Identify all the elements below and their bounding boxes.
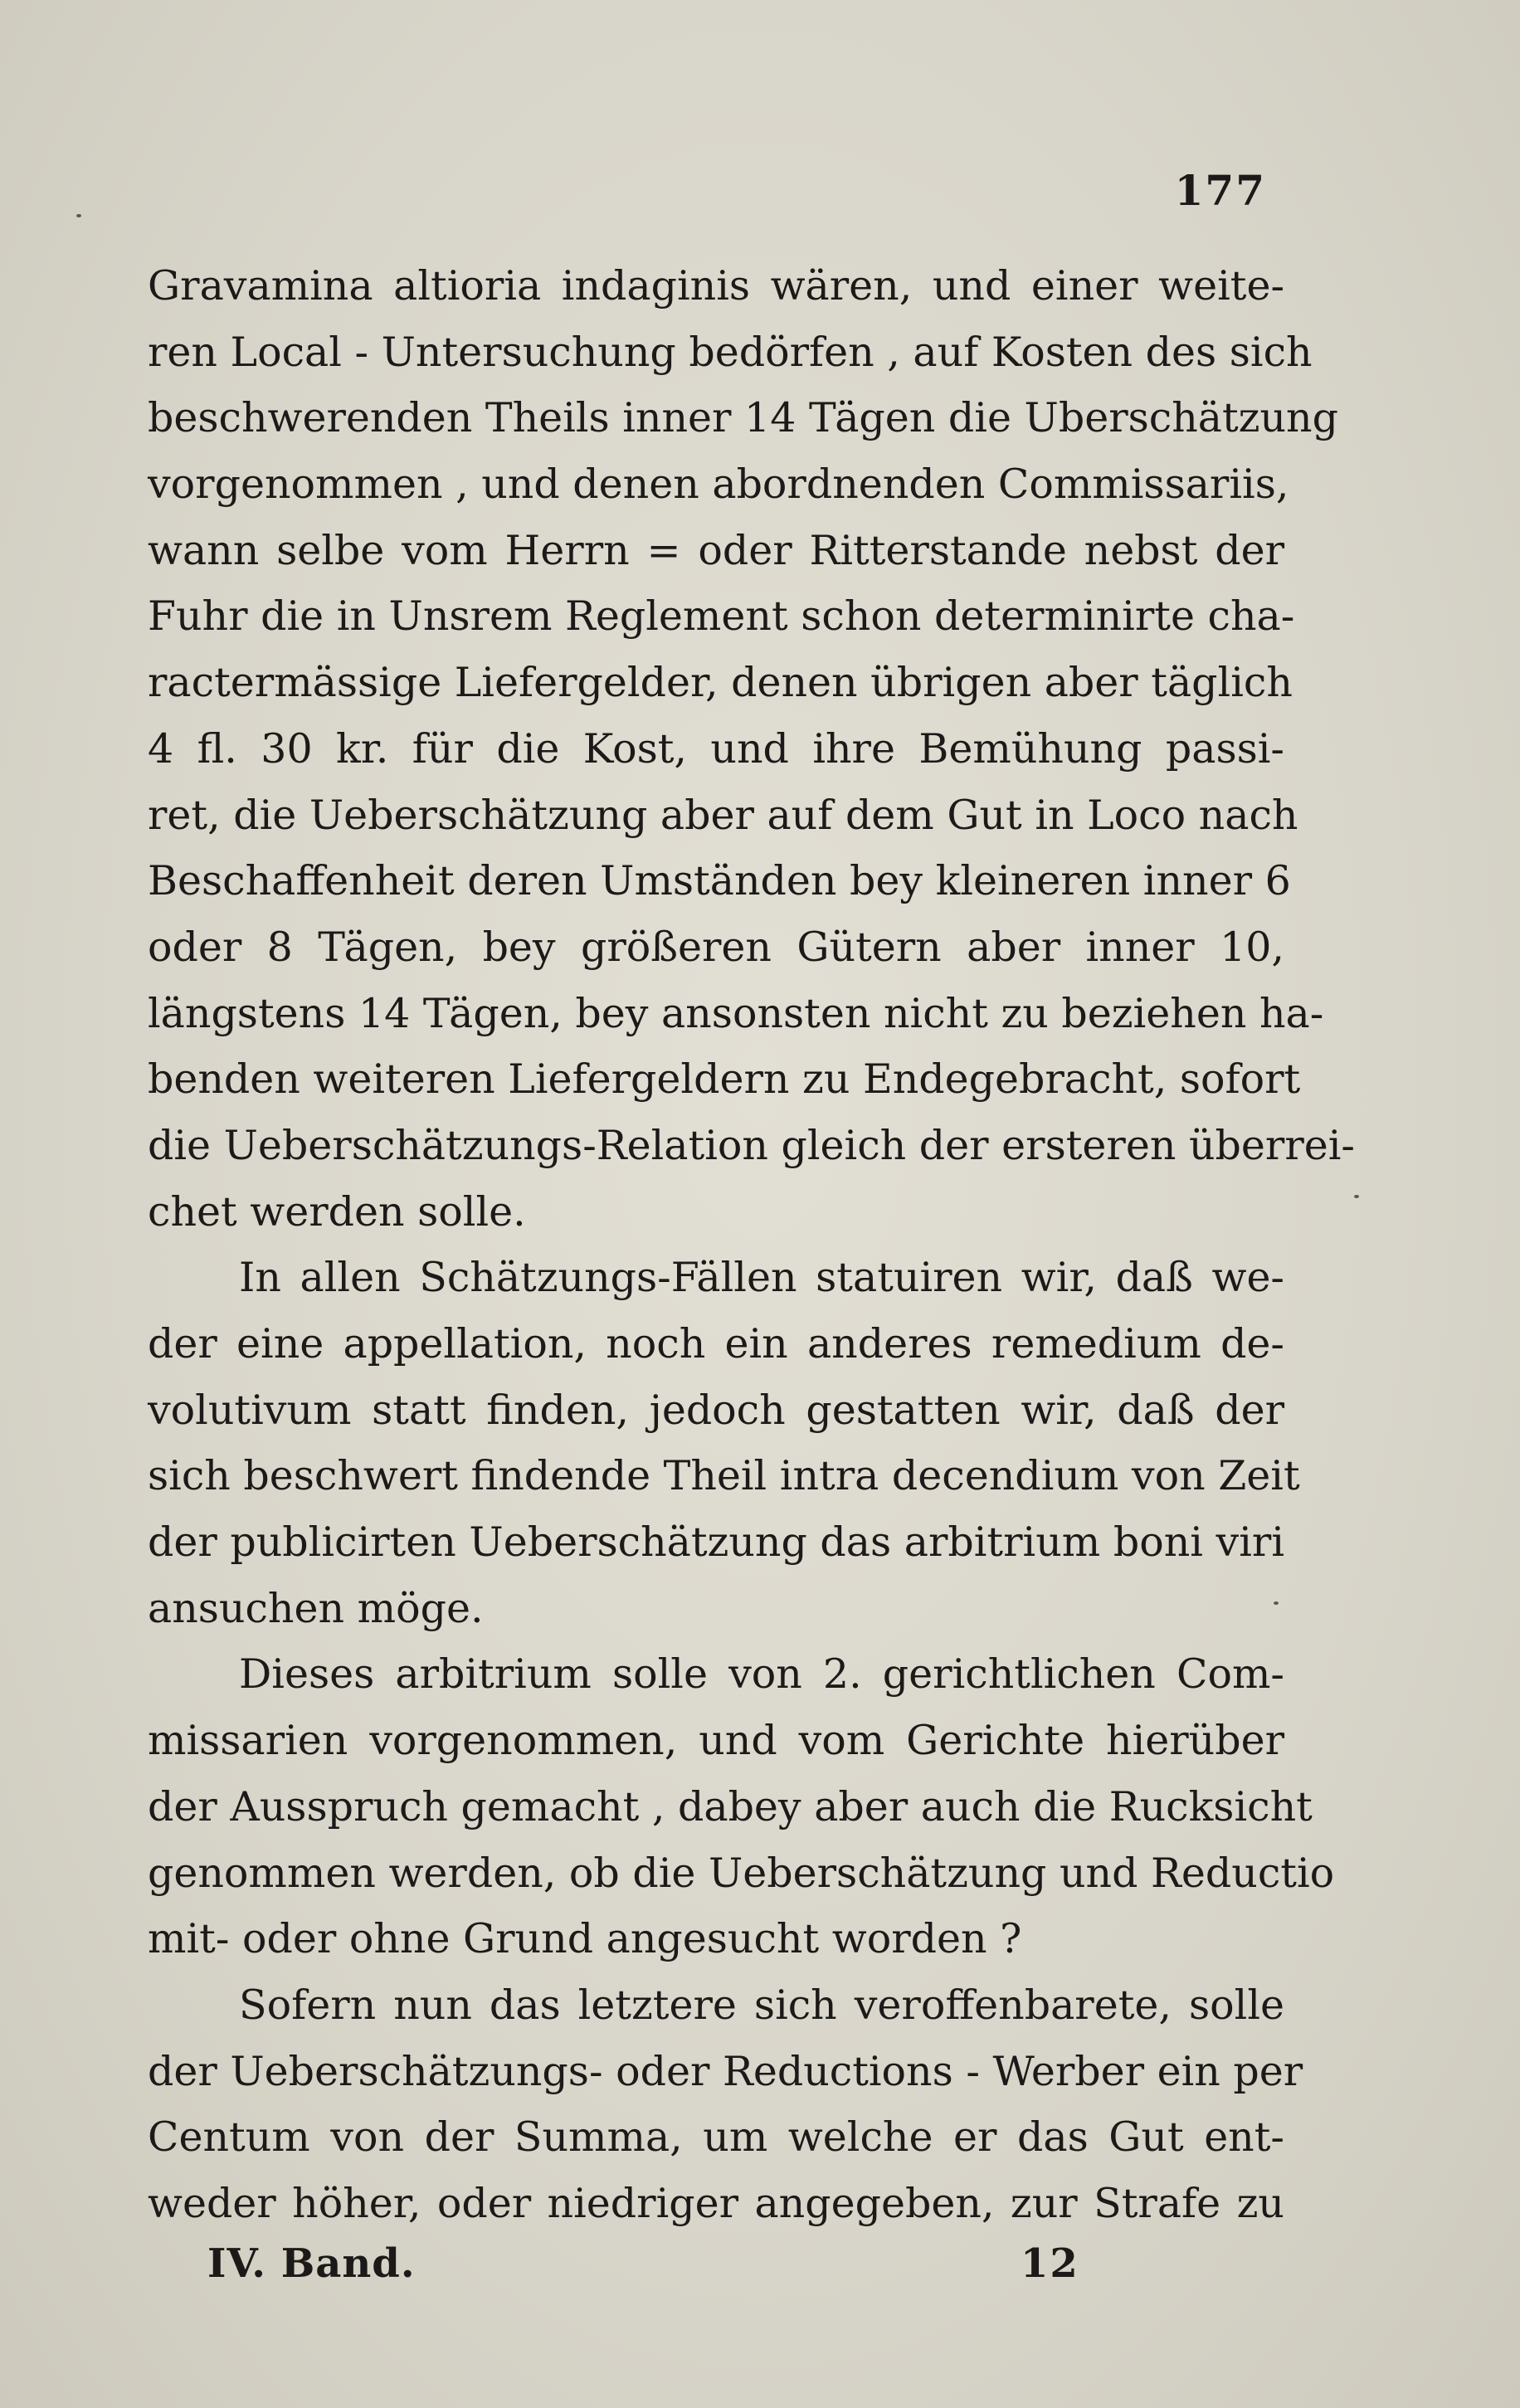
text-line: genommen werden, ob die Ueberschätzung und Reductio xyxy=(148,1849,1335,1897)
text-line: wann selbe vom Herrn = oder Ritterstande nebst der xyxy=(148,526,1284,574)
text-line: weder höher, oder niedriger angegeben, zur Strafe zu xyxy=(148,2179,1284,2227)
text-line: der Ausspruch gemacht , dabey aber auch die Rucksicht xyxy=(148,1782,1313,1830)
body-text xyxy=(148,253,1355,2237)
paper-speck xyxy=(1274,1601,1279,1605)
text-line: ractermässige Liefergelder, denen übrigen aber täglich xyxy=(148,659,1293,707)
text-line: oder 8 Tägen, bey größeren Gütern aber inner 10, xyxy=(148,923,1284,971)
text-line: vorgenommen , und denen abordnenden Commissariis, xyxy=(148,461,1289,509)
text-line: Centum von der Summa, um welche er das Gut ent- xyxy=(148,2113,1284,2162)
text-line: chet werden solle. xyxy=(148,1187,526,1236)
text-line: Gravamina altioria indaginis wären, und einer weite- xyxy=(148,262,1284,310)
text-line: der Ueberschätzungs- oder Reductions - Werber ein per xyxy=(148,2047,1303,2095)
text-line: ren Local - Untersuchung bedörfen , auf Kosten des sich xyxy=(148,328,1313,376)
text-line: In allen Schätzungs-Fällen statuiren wir, daß we- xyxy=(239,1254,1284,1302)
text-line: 4 fl. 30 kr. für die Kost, und ihre Bemühung passi- xyxy=(148,724,1284,773)
text-line: beschwerenden Theils inner 14 Tägen die Uberschätzung xyxy=(148,394,1338,442)
text-line: Beschaffenheit deren Umständen bey kleineren inner 6 xyxy=(148,857,1291,905)
text-line: ret, die Ueberschätzung aber auf dem Gut in Loco nach xyxy=(148,791,1298,839)
signature-mark: 12 xyxy=(1021,2240,1079,2287)
text-line: Sofern nun das letztere sich veroffenbarete, solle xyxy=(239,1981,1284,2029)
text-line: Dieses arbitrium solle von 2. gerichtlichen Com- xyxy=(239,1650,1284,1699)
text-line: mit- oder ohne Grund angesucht worden ? xyxy=(148,1915,1022,1963)
text-line: missarien vorgenommen, und vom Gerichte hierüber xyxy=(148,1717,1284,1765)
text-line: Fuhr die in Unsrem Reglement schon determinirte cha- xyxy=(148,592,1295,641)
text-line: der publicirten Ueberschätzung das arbitrium boni viri xyxy=(148,1518,1284,1567)
volume-label: IV. Band. xyxy=(207,2240,416,2287)
text-line: benden weiteren Liefergeldern zu Endegebracht, sofort xyxy=(148,1055,1301,1104)
paper-speck xyxy=(1354,1195,1359,1198)
text-line: volutivum statt finden, jedoch gestatten wir, daß der xyxy=(148,1386,1284,1434)
page-number: 177 xyxy=(1174,166,1266,215)
text-line: die Ueberschätzungs-Relation gleich der ersteren überrei- xyxy=(148,1121,1355,1169)
text-line: sich beschwert findende Theil intra decendium von Zeit xyxy=(148,1452,1300,1500)
text-line: längstens 14 Tägen, bey ansonsten nicht zu beziehen ha- xyxy=(148,989,1324,1037)
text-line: der eine appellation, noch ein anderes remedium de- xyxy=(148,1320,1284,1367)
paper-speck xyxy=(76,214,81,217)
text-line: ansuchen möge. xyxy=(148,1584,484,1632)
